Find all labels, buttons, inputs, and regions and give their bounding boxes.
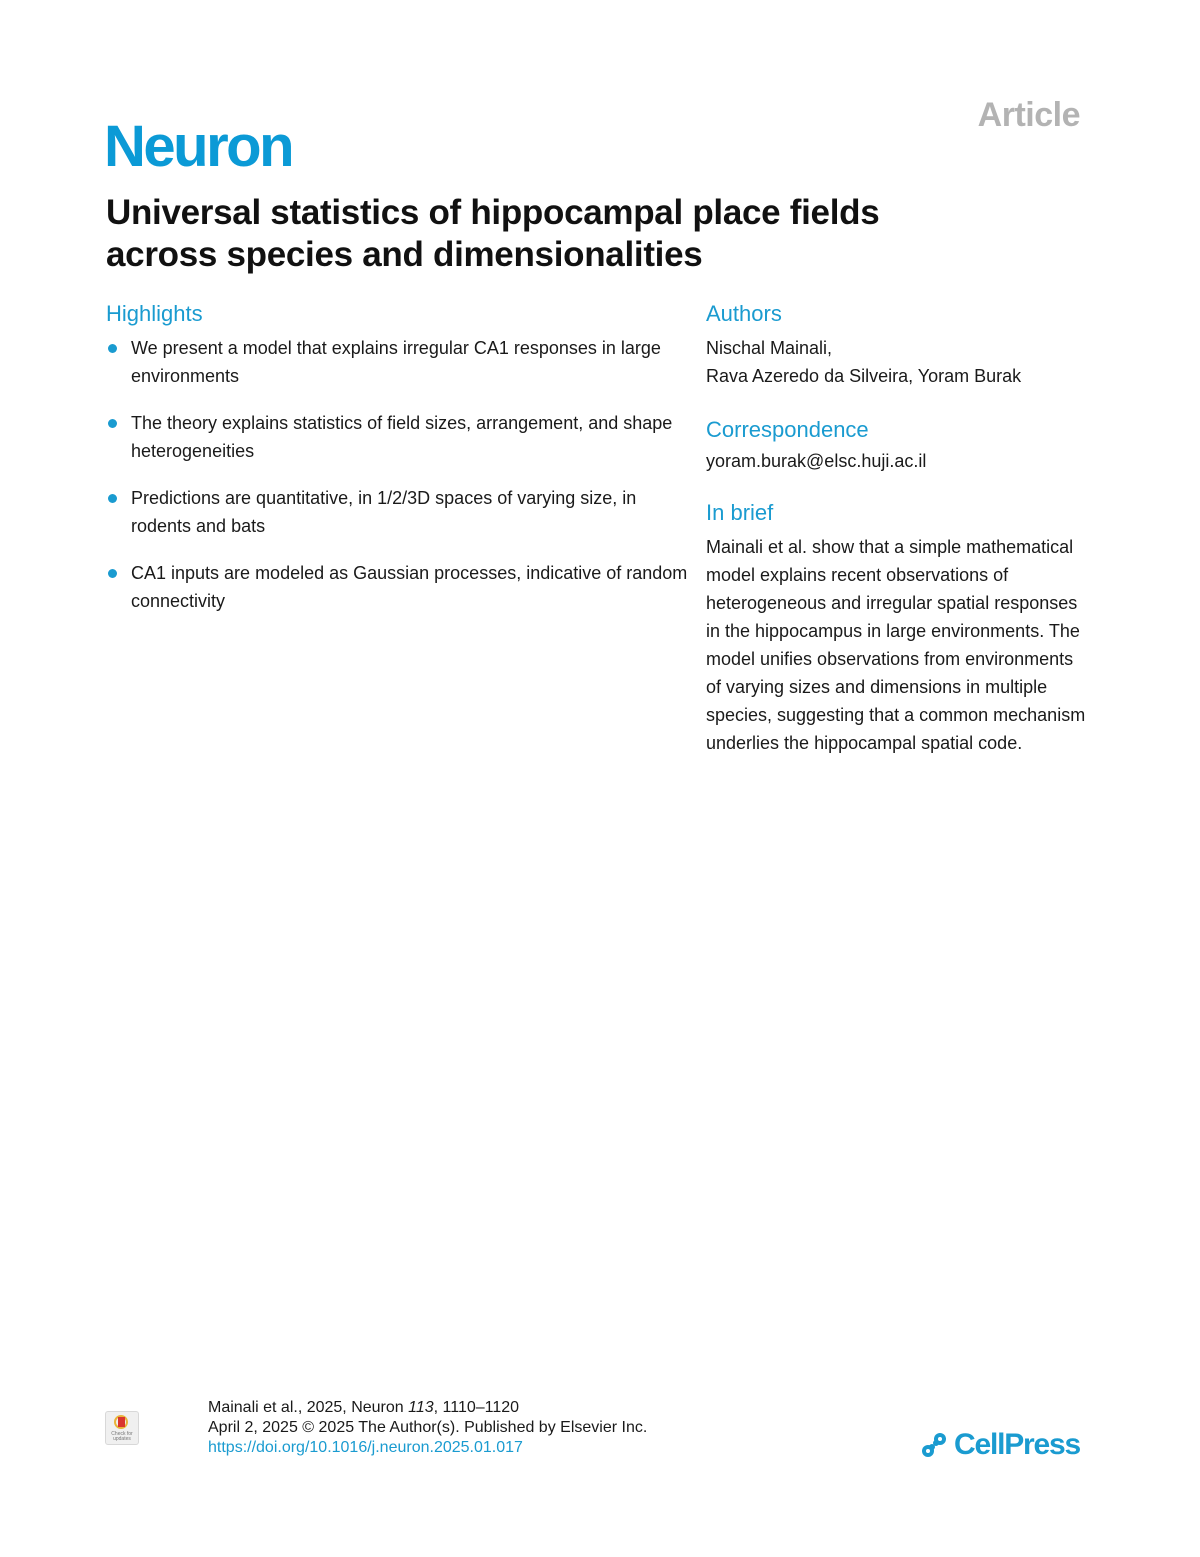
cellpress-logo [918, 1428, 1080, 1462]
bullet-icon [108, 569, 117, 578]
bookmark-icon [118, 1417, 125, 1427]
citation-line [208, 1398, 647, 1418]
bullet-icon [108, 494, 117, 503]
journal-logo: Neuron [104, 114, 292, 179]
copyright-line: April 2, 2025 © 2025 The Author(s). Published by Elsevier Inc. [208, 1419, 648, 1436]
title-line-1: Universal statistics of hippocampal place fields [106, 193, 880, 232]
highlight-text: We present a model that explains irregular CA1 responses in large environments [131, 338, 661, 386]
highlights-heading: Highlights [106, 301, 203, 326]
highlight-item [106, 484, 696, 540]
author-line-1: Nischal Mainali, [706, 338, 833, 358]
authors-list [706, 334, 1096, 390]
bullet-icon [108, 419, 117, 428]
in-brief-heading: In brief [706, 500, 774, 525]
highlight-text: Predictions are quantitative, in 1/2/3D spaces of varying size, in rodents and bats [131, 488, 637, 536]
highlight-item [106, 559, 696, 615]
bullet-icon [108, 344, 117, 353]
highlight-item [106, 334, 696, 390]
citation-prefix: Mainali et al., 2025, Neuron [208, 1399, 409, 1416]
article-type-label: Article [977, 96, 1080, 134]
highlight-text: The theory explains statistics of field sizes, arrangement, and shape heterogeneities [131, 413, 673, 461]
citation-footer [208, 1398, 647, 1458]
cellpress-link-icon [918, 1429, 950, 1461]
correspondence-heading: Correspondence [706, 417, 869, 442]
publisher-name: CellPress [954, 1428, 1080, 1461]
citation-volume: 113 [408, 1399, 434, 1416]
check-for-updates-badge[interactable] [105, 1411, 139, 1445]
article-title [106, 192, 1106, 276]
highlights-list [106, 334, 696, 634]
highlight-item [106, 409, 696, 465]
author-line-2: Rava Azeredo da Silveira, Yoram Burak [706, 366, 1022, 386]
citation-pages: , 1110–1120 [433, 1399, 520, 1416]
correspondence-email[interactable]: yoram.burak@elsc.huji.ac.il [706, 451, 927, 471]
check-updates-caption: Check for updates [111, 1431, 133, 1442]
doi-link[interactable]: https://doi.org/10.1016/j.neuron.2025.01.017 [208, 1439, 523, 1456]
authors-heading: Authors [706, 301, 782, 326]
in-brief-text: Mainali et al. show that a simple mathematical model explains recent observations of heterogeneous and irregular spatial responses in the hippocampus in large environments. The model unifies observations from environments of varying sizes and dimensions in multiple species, suggesting that a common mechanism underlies the hippocampal spatial code. [706, 537, 1086, 753]
title-line-2: across species and dimensionalities [106, 235, 703, 274]
highlight-text: CA1 inputs are modeled as Gaussian processes, indicative of random connectivity [131, 563, 688, 611]
